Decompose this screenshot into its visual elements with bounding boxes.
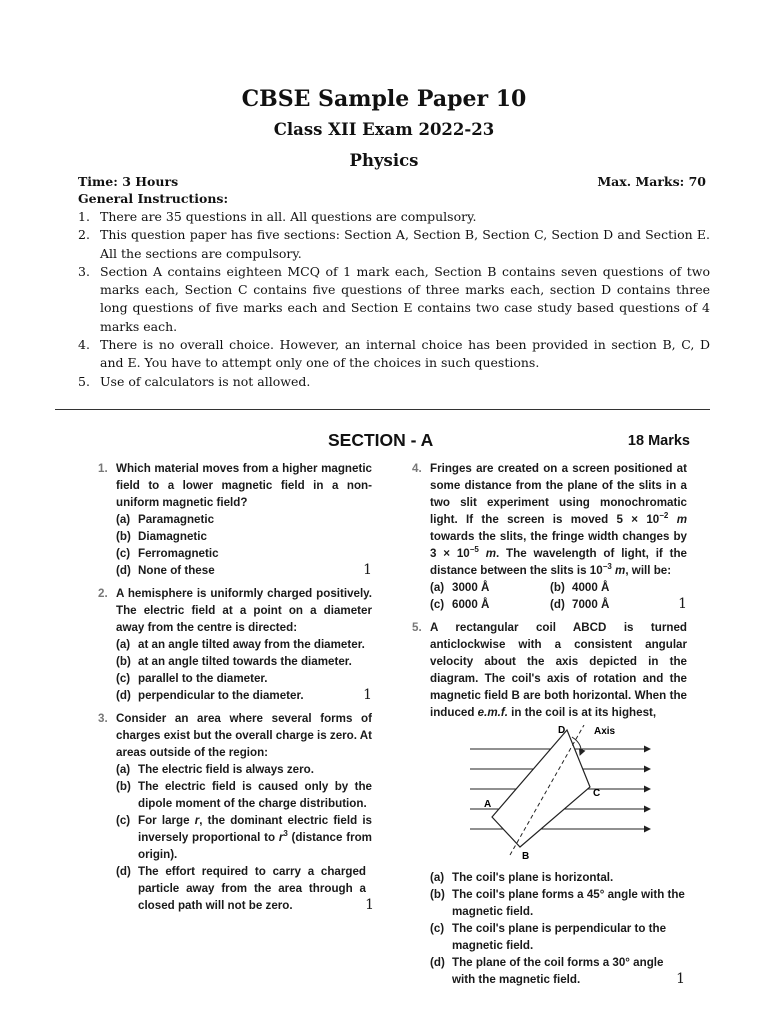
label-b: B (522, 851, 530, 862)
option: (c) Ferromagnetic (116, 547, 219, 560)
instruction-item: 3. Section A contains eighteen MCQ of 1 mark each, Section B contains seven questions of two marks each, Section C contains five questions of three marks each, section D contains three long questions of five marks each and Section E contains two case study based questions of 4 marks each. (78, 263, 710, 334)
instructions-heading: General Instructions: (78, 191, 229, 206)
option: (a) The electric field is always zero. (116, 763, 314, 776)
option: (a) at an angle tilted away from the diameter. (116, 638, 365, 651)
label-d: D (558, 725, 566, 736)
subject-title: Physics (349, 151, 419, 170)
question-1: 1. Which material moves from a higher magnetic field to a lower magnetic field in a non-uniform magnetic field? (a) Paramagnetic (b) Diamagnetic (c) Ferromagnetic (d) None of these 1 (98, 462, 372, 578)
instruction-item: 5. Use of calculators is not allowed. (78, 373, 311, 389)
mark-value: 1 (363, 687, 372, 703)
max-marks-label: Max. Marks: 70 (597, 174, 706, 189)
option: (d) 7000 Å (550, 598, 610, 611)
instruction-item: 2. This question paper has five sections: Section A, Section B, Section C, Section D and Section E. All the sections are compulsory. (78, 227, 710, 261)
question-3: 3. Consider an area where several forms of charges exist but the overall charge is zero. At areas outside of the region: (a) The electric field is always zero. (b) The electric field is caused only by the dipole moment of the charge distribution. (c) For large r, the dominant electric field is inversely proportional to $r^3$ (distance from origin). (d) The effort required to carry a charged particle away from the area through a closed path will not be zero. 1 (98, 712, 374, 913)
option: (b) 4000 Å (550, 581, 610, 594)
label-axis: Axis (594, 726, 616, 737)
options-row (430, 579, 687, 596)
time-label: Time: 3 Hours (78, 174, 179, 189)
option: (d) The effort required to carry a charged particle away from the area through a closed path will not be zero. 1 (116, 865, 374, 913)
option: (b) at an angle tilted towards the diameter. (116, 655, 352, 668)
question-5: 5. A rectangular coil ABCD is turned anticlockwise with a consistent angular velocity about the axis depicted in the diagram. The coil's axis of rotation and the magnetic field B are both horizontal. When the induced e.m.f. in the coil is at its highest, A B C D Axis (a) The coil's plane is horizontal. (b) The coil's plane forms a 45° angle with the magnetic field. (c) The coil's plane is perpendicular to the magnetic field. (d) The plane of the coil forms a 30° angle with the magnetic field. 1 (412, 621, 687, 987)
option: (a) The coil's plane is horizontal. (430, 871, 614, 884)
option: (c) 6000 Å (430, 598, 490, 611)
right-column (412, 460, 687, 994)
option: (b) Diamagnetic (116, 530, 207, 543)
mark-value: 1 (363, 562, 372, 578)
section-title: SECTION - A (328, 430, 434, 450)
question-4: 4. Fringes are created on a screen positioned at some distance from the plane of the slits in a two slit experiment using monochromatic light. If the screen is moved $5 \times 10^{-2}$ m towards the slits, the fringe width changes by $3 \times 10^{-5}$ m. The wavelength of light, if the distance between the slits is $10^{-3}$ m, will be: (a) 3000 Å (b) 4000 Å (c) 6000 Å (d) 7000 Å 1 (412, 462, 687, 612)
left-column (98, 460, 372, 920)
label-a: A (484, 799, 492, 810)
coil-diagram (452, 725, 652, 865)
option: (b) The coil's plane forms a 45° angle with the magnetic field. (430, 888, 685, 918)
option: (c) The coil's plane is perpendicular to the magnetic field. (430, 922, 667, 952)
option: (d) None of these 1 (116, 562, 372, 578)
option: (a) Paramagnetic (116, 513, 215, 526)
options-row (430, 596, 687, 613)
option: (b) The electric field is caused only by the dipole moment of the charge distribution. (116, 780, 372, 810)
option: (d) The plane of the coil forms a 30° angle with the magnetic field. 1 (430, 956, 685, 987)
instruction-item: 1. There are 35 questions in all. All questions are compulsory. (78, 209, 477, 224)
label-c: C (593, 788, 601, 799)
option: (c) parallel to the diameter. (116, 672, 268, 685)
meta-row (78, 174, 706, 189)
paper-title: CBSE Sample Paper 10 (241, 86, 527, 112)
question-2: 2. A hemisphere is uniformly charged positively. The electric field at a point on a diameter away from the centre is directed: (a) at an angle tilted away from the diameter. (b) at an angle tilted towards the diameter. (c) parallel to the diameter. (d) perpendicular to the diameter. 1 (98, 587, 372, 703)
option: (c) For large r, the dominant electric field is inversely proportional to $r^3$ (distance from origin). (116, 814, 372, 861)
class-subtitle: Class XII Exam 2022-23 (273, 120, 495, 139)
mark-value: 1 (676, 971, 685, 987)
section-marks: 18 Marks (627, 433, 690, 449)
instructions-list (78, 208, 710, 391)
option: (a) 3000 Å (430, 581, 490, 594)
instruction-item: 4. There is no overall choice. However, an internal choice has been provided in section B, C, D and E. You have to attempt only one of the choices in such questions. (78, 337, 710, 371)
divider (55, 409, 710, 410)
option: (d) perpendicular to the diameter. 1 (116, 687, 372, 703)
mark-value: 1 (678, 596, 687, 612)
mark-value: 1 (365, 897, 374, 913)
